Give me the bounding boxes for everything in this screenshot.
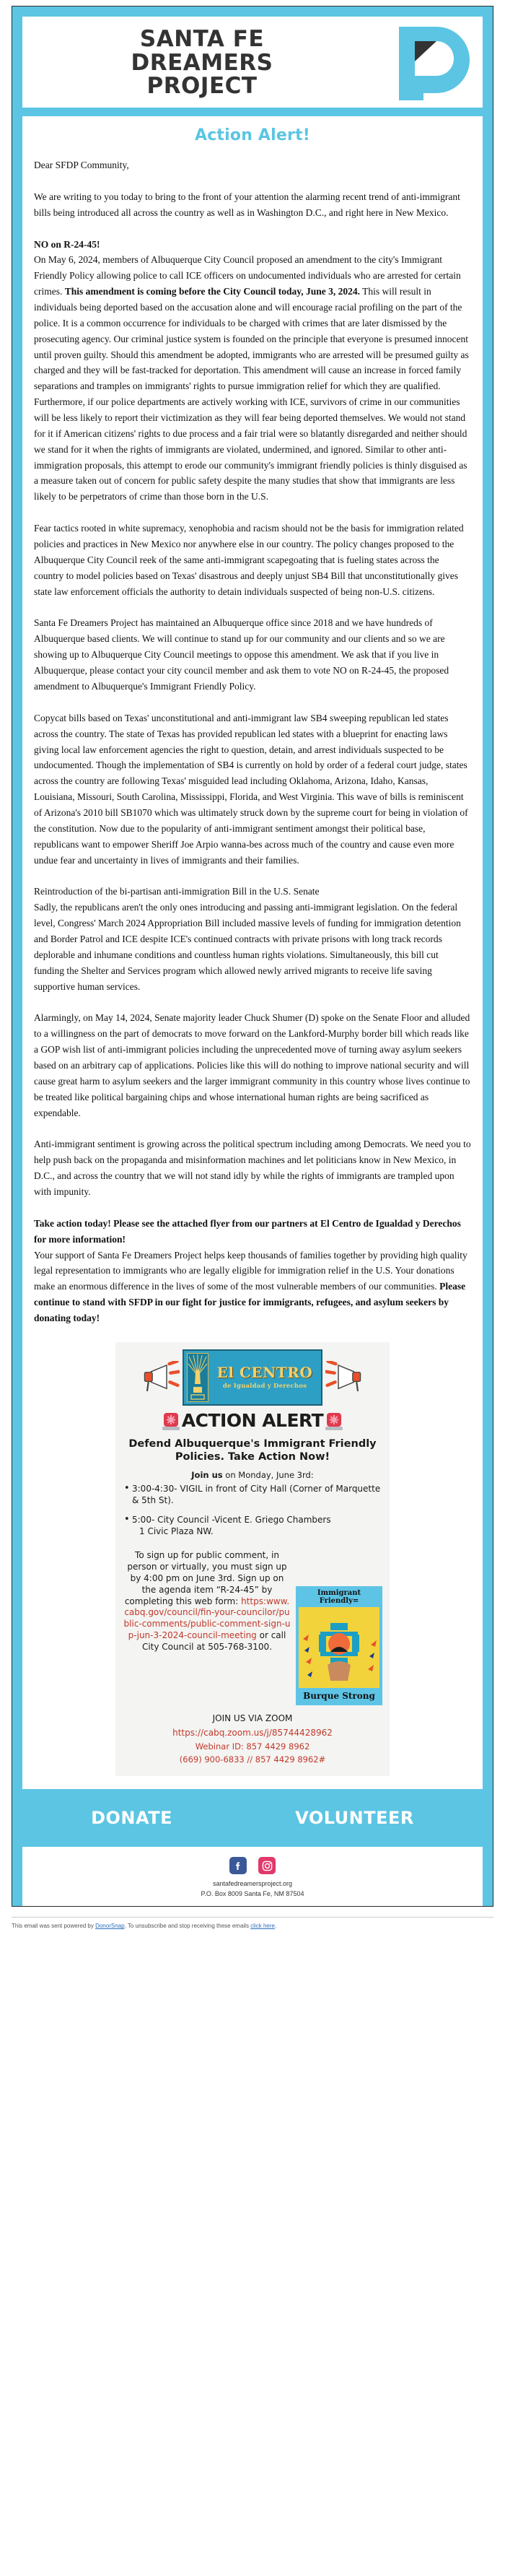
closing-bold-2: Please continue to stand with SFDP in our fight for justice for immigrants, refugees, and asylum seekers by donating today! bbox=[34, 1281, 466, 1323]
flyer-headline-line-1: Defend Albuquerque's Immigrant Friendly bbox=[128, 1437, 377, 1450]
email-body-card bbox=[22, 116, 483, 1789]
poster-artwork-icon bbox=[299, 1607, 379, 1688]
fear-tactics-paragraph: Fear tactics rooted in white supremacy, xenophobia and racism should not be the basis for immigration related policies and practices in New Mexico nor anywhere else in our country. The policy changes proposed to the Albuquerque City Council reek of the same anti-immigrant scapegoating that is fueling states across the country to model policies based on Texas' disastrous and deeply unjust SB4 Bill that unconstitutionally gives state law enforcement officials the authority to detain individuals suspected of being non-U.S. citizens. bbox=[34, 523, 464, 597]
zoom-meeting-link[interactable]: https://cabq.zoom.us/j/85744428962 bbox=[172, 1727, 333, 1738]
instagram-icon[interactable] bbox=[258, 1857, 276, 1874]
zoom-dial-in: (669) 900-6833 // 857 4429 8962# bbox=[179, 1754, 326, 1765]
brand-line-2: DREAMERS bbox=[131, 49, 273, 76]
facebook-icon[interactable] bbox=[229, 1857, 247, 1874]
sentiment-paragraph: Anti-immigrant sentiment is growing across the political spectrum including among Democrats. We need you to help push back on the propaganda and misinformation machines and let politicians know in New Mexico, in D.C., and across the country that we will not stand idly by while the rights of immigrants are trampled upon with impunity. bbox=[34, 1139, 471, 1197]
greeting: Dear SFDP Community, bbox=[34, 160, 129, 170]
cta-row bbox=[22, 1789, 483, 1847]
email-frame bbox=[12, 6, 493, 1907]
flyer-headline bbox=[127, 1437, 378, 1464]
flyer-signup-phone: or call City Council at 505-768-3100. bbox=[141, 1630, 286, 1652]
zoom-heading: JOIN US VIA ZOOM bbox=[212, 1713, 293, 1724]
flyer-signup-block bbox=[123, 1550, 291, 1653]
brand-line-1: SANTA FE bbox=[139, 26, 265, 53]
attached-flyer bbox=[34, 1342, 471, 1777]
flyer-event-council-address: 1 Civic Plaza NW. bbox=[139, 1526, 214, 1536]
org-address: P.O. Box 8009 Santa Fe, NM 87504 bbox=[22, 1889, 483, 1906]
megaphone-right-icon bbox=[325, 1361, 364, 1394]
intro-paragraph: We are writing to you today to bring to the front of your attention the alarming recent trend of anti-immigrant bills being introduced all across the country as well as in Washington D.C., and right here in New Mexico. bbox=[34, 191, 460, 218]
donorsnap-link[interactable]: DonorSnap bbox=[95, 1923, 125, 1930]
poster-title: Immigrant Friendly= bbox=[317, 1589, 361, 1606]
unsubscribe-link[interactable]: click here bbox=[250, 1923, 275, 1930]
volunteer-button[interactable]: VOLUNTEER bbox=[295, 1808, 414, 1829]
org-website[interactable]: santafedreamersproject.org bbox=[22, 1879, 483, 1889]
page-title: Action Alert! bbox=[194, 126, 311, 144]
burque-strong-text: Burque Strong bbox=[303, 1691, 375, 1702]
brand-line-3: PROJECT bbox=[146, 73, 258, 100]
el-centro-logo bbox=[183, 1349, 322, 1406]
flyer-event-list bbox=[123, 1484, 382, 1537]
flyer-canvas bbox=[115, 1342, 390, 1777]
sfdp-p-monogram-icon bbox=[390, 22, 483, 103]
section-senate-heading: Reintroduction of the bi-partisan anti-immigration Bill in the U.S. Senate bbox=[34, 886, 320, 897]
flyer-signup-instructions: To sign up for public comment, in person or virtually, you must sign up by 4:00 pm on June 3rd. Sign up on the agenda item “R-24-45” by completing this web form: bbox=[124, 1550, 287, 1606]
flyer-join-bold: Join us bbox=[191, 1469, 223, 1480]
email-page bbox=[0, 6, 505, 2576]
flyer-join-rest: on Monday, June 3rd: bbox=[222, 1469, 314, 1480]
siren-left-icon bbox=[162, 1410, 180, 1432]
zoom-webinar-id: Webinar ID: 857 4429 8962 bbox=[195, 1741, 310, 1752]
donate-button[interactable]: DONATE bbox=[91, 1808, 172, 1829]
flyer-signup-column bbox=[123, 1546, 291, 1653]
flyer-event-vigil-text: 3:00-4:30- VIGIL in front of City Hall (Corner of Marquette & 5th St). bbox=[132, 1483, 381, 1505]
zoom-detail-list bbox=[123, 1741, 382, 1765]
flyer-headline-line-2: Policies. Take Action Now! bbox=[175, 1451, 330, 1463]
closing-body: Your support of Santa Fe Dreamers Project helps keep thousands of families together by providing high quality legal representation to immigrants who are legally eligible for immigration relief in the U.S. Your donations make an enormous difference in the lives of some of the most vulnerable members of our communities. bbox=[34, 1249, 467, 1292]
footer-text-1: This email was sent powered by bbox=[12, 1923, 96, 1930]
email-platform-footer bbox=[12, 1917, 493, 1929]
flyer-event-vigil bbox=[123, 1484, 382, 1506]
el-centro-wordmark bbox=[211, 1365, 318, 1390]
section-r2445 bbox=[34, 237, 471, 505]
flyer-join-line bbox=[123, 1470, 382, 1480]
section-r2445-bold1: This amendment is coming before the City Council today, June 3, 2024. bbox=[64, 286, 361, 297]
brand-wordmark bbox=[22, 22, 390, 103]
closing-bold-1: Take action today! Please see the attached flyer from our partners at El Centro de Igualdad y Derechos for more information! bbox=[34, 1217, 461, 1245]
social-row bbox=[22, 1847, 483, 1879]
megaphone-left-icon bbox=[141, 1361, 180, 1394]
el-centro-name: El CENTRO bbox=[216, 1363, 313, 1381]
footer-text-3: . bbox=[274, 1923, 277, 1930]
flyer-alert-row bbox=[123, 1410, 382, 1432]
closing-paragraph bbox=[34, 1216, 471, 1326]
flyer-header-row bbox=[123, 1349, 382, 1406]
siren-right-icon bbox=[325, 1410, 343, 1432]
footer-text-2: . To unsubscribe and stop receiving these emails bbox=[124, 1923, 251, 1930]
section-senate-bill bbox=[34, 884, 471, 994]
flyer-event-council-text: 5:00- City Council -Vicent E. Griego Chambers bbox=[132, 1515, 331, 1526]
flyer-lower-row bbox=[123, 1546, 382, 1705]
section-r2445-part1: On May 6, 2024, members of Albuquerque City Council proposed an amendment to the city's Immigrant Friendly Policy allowing police to call ICE officers on undocumented individuals who are arrested for certain crimes. bbox=[34, 254, 461, 297]
brand-header bbox=[22, 17, 483, 108]
public-comment-signup-link[interactable]: https:www.cabq.gov/council/fin-your-councilor/public-comments/public-comment-sign-up-jun-3-2024-council-meeting bbox=[123, 1596, 291, 1641]
section-r2445-heading: NO on R-24-45! bbox=[34, 238, 100, 250]
section-senate-body: Sadly, the republicans aren't the only ones introducing and passing anti-immigrant legislation. On the federal level, Congress' March 2024 Appropriation Bill included massive levels of funding for immigration detention and Border Patrol and ICE despite ICE's continued contracts with private prisons with long track records deplorable and inhumane conditions and countless human rights violations. Simultaneously, this bill cut funding the Shelter and Services program which allowed newly arrived migrants to receive life saving supportive human services. bbox=[34, 902, 461, 992]
el-centro-emblem-icon bbox=[187, 1353, 208, 1402]
flyer-zoom-block bbox=[123, 1713, 382, 1765]
copycat-bills-paragraph: Copycat bills based on Texas' unconstitutional and anti-immigrant law SB4 sweeping republican led states across the country. The state of Texas has provided republican led states with a blueprint for enacting laws giving local law enforcement agencies the right to question, detain, and arrest individuals suspected to be undocumented. Though the implementation of SB4 is currently on hold by order of a federal court judge, states across the country are following Texas' misguided lead including Oklahoma, Arizona, Idaho, Kansas, Louisiana, Missouri, South Carolina, Mississippi, Florida, and West Virginia. This wave of bills is reminiscent of Arizona's 2010 bill SB1070 which was ultimately struck down by the supreme court for being in violation of the constitution. Now due to the popularity of anti-immigrant sentiment amongst their political base, republicans want to empower Sheriff Joe Arpio wanna-bes across much of the country and cause even more undue fear and uncertainty in lives of immigrants and their families. bbox=[34, 712, 468, 866]
flyer-event-council bbox=[123, 1515, 382, 1537]
immigrant-friendly-poster bbox=[296, 1586, 382, 1705]
sfdp-albuquerque-paragraph: Santa Fe Dreamers Project has maintained an Albuquerque office since 2018 and we have hundreds of Albuquerque based clients. We will continue to stand up for our community and our clients and so we are showing up to Albuquerque City Council meetings to oppose this amendment. We ask that if you live in Albuquerque, please contact your city council member and ask them to vote NO on R-24-45, the proposed amendment to Albuquerque's Immigrant Friendly Policy. bbox=[34, 617, 449, 692]
flyer-alert-text: ACTION ALERT bbox=[181, 1410, 324, 1432]
section-r2445-part2: This will result in individuals being deported based on the accusation alone and will encourage racial profiling on the part of the police. It is a common occurrence for individuals to be charged with crimes that are later dismissed by the prosecuting agency. Our criminal justice system is founded on the principle that everyone is presumed innocent until proven guilty. Should this amendment be adopted, immigrants who are arrested will be presumed guilty as charged and they will be fast-tracked for deportation. This amendment will cause an increase in forced family separations and tramples on immigrants' rights to pursue immigration relief for which they are qualified. Furthermore, if our police departments are actively working with ICE, survivors of crime in our communities will be less likely to report their victimization as they will fear being deported themselves. We would not stand for it if American citizens' rights to due process and a fair trial were so blatantly disregarded and neither should we stand for it when the rights of immigrants are violated, undermined, and ignored. Similar to other anti-immigration proposals, this attempt to erode our community's immigrant friendly policies is thinly disguised as a measure taken out of concern for public safety despite the many studies that show that immigrants are less likely to be perpetrators of crime than those born in the U.S. bbox=[34, 286, 469, 502]
el-centro-tagline: de Igualdad y Derechos bbox=[222, 1382, 307, 1390]
shumer-paragraph: Alarmingly, on May 14, 2024, Senate majority leader Chuck Shumer (D) spoke on the Senate Floor and alluded to a willingness on the part of democrats to move forward on the Lankford-Murphy border bill which reads like a GOP wish list of anti-immigrant policies including the unprecedented move of turning away asylum seekers based on an arbitrary cap of applications. Policies like this will do nothing to improve national security and will cause great harm to asylum seekers and the larger immigrant community in this country whose lives continue to be treated like political bargaining chips and whose international human rights are being sacrificed as expendable. bbox=[34, 1012, 470, 1118]
